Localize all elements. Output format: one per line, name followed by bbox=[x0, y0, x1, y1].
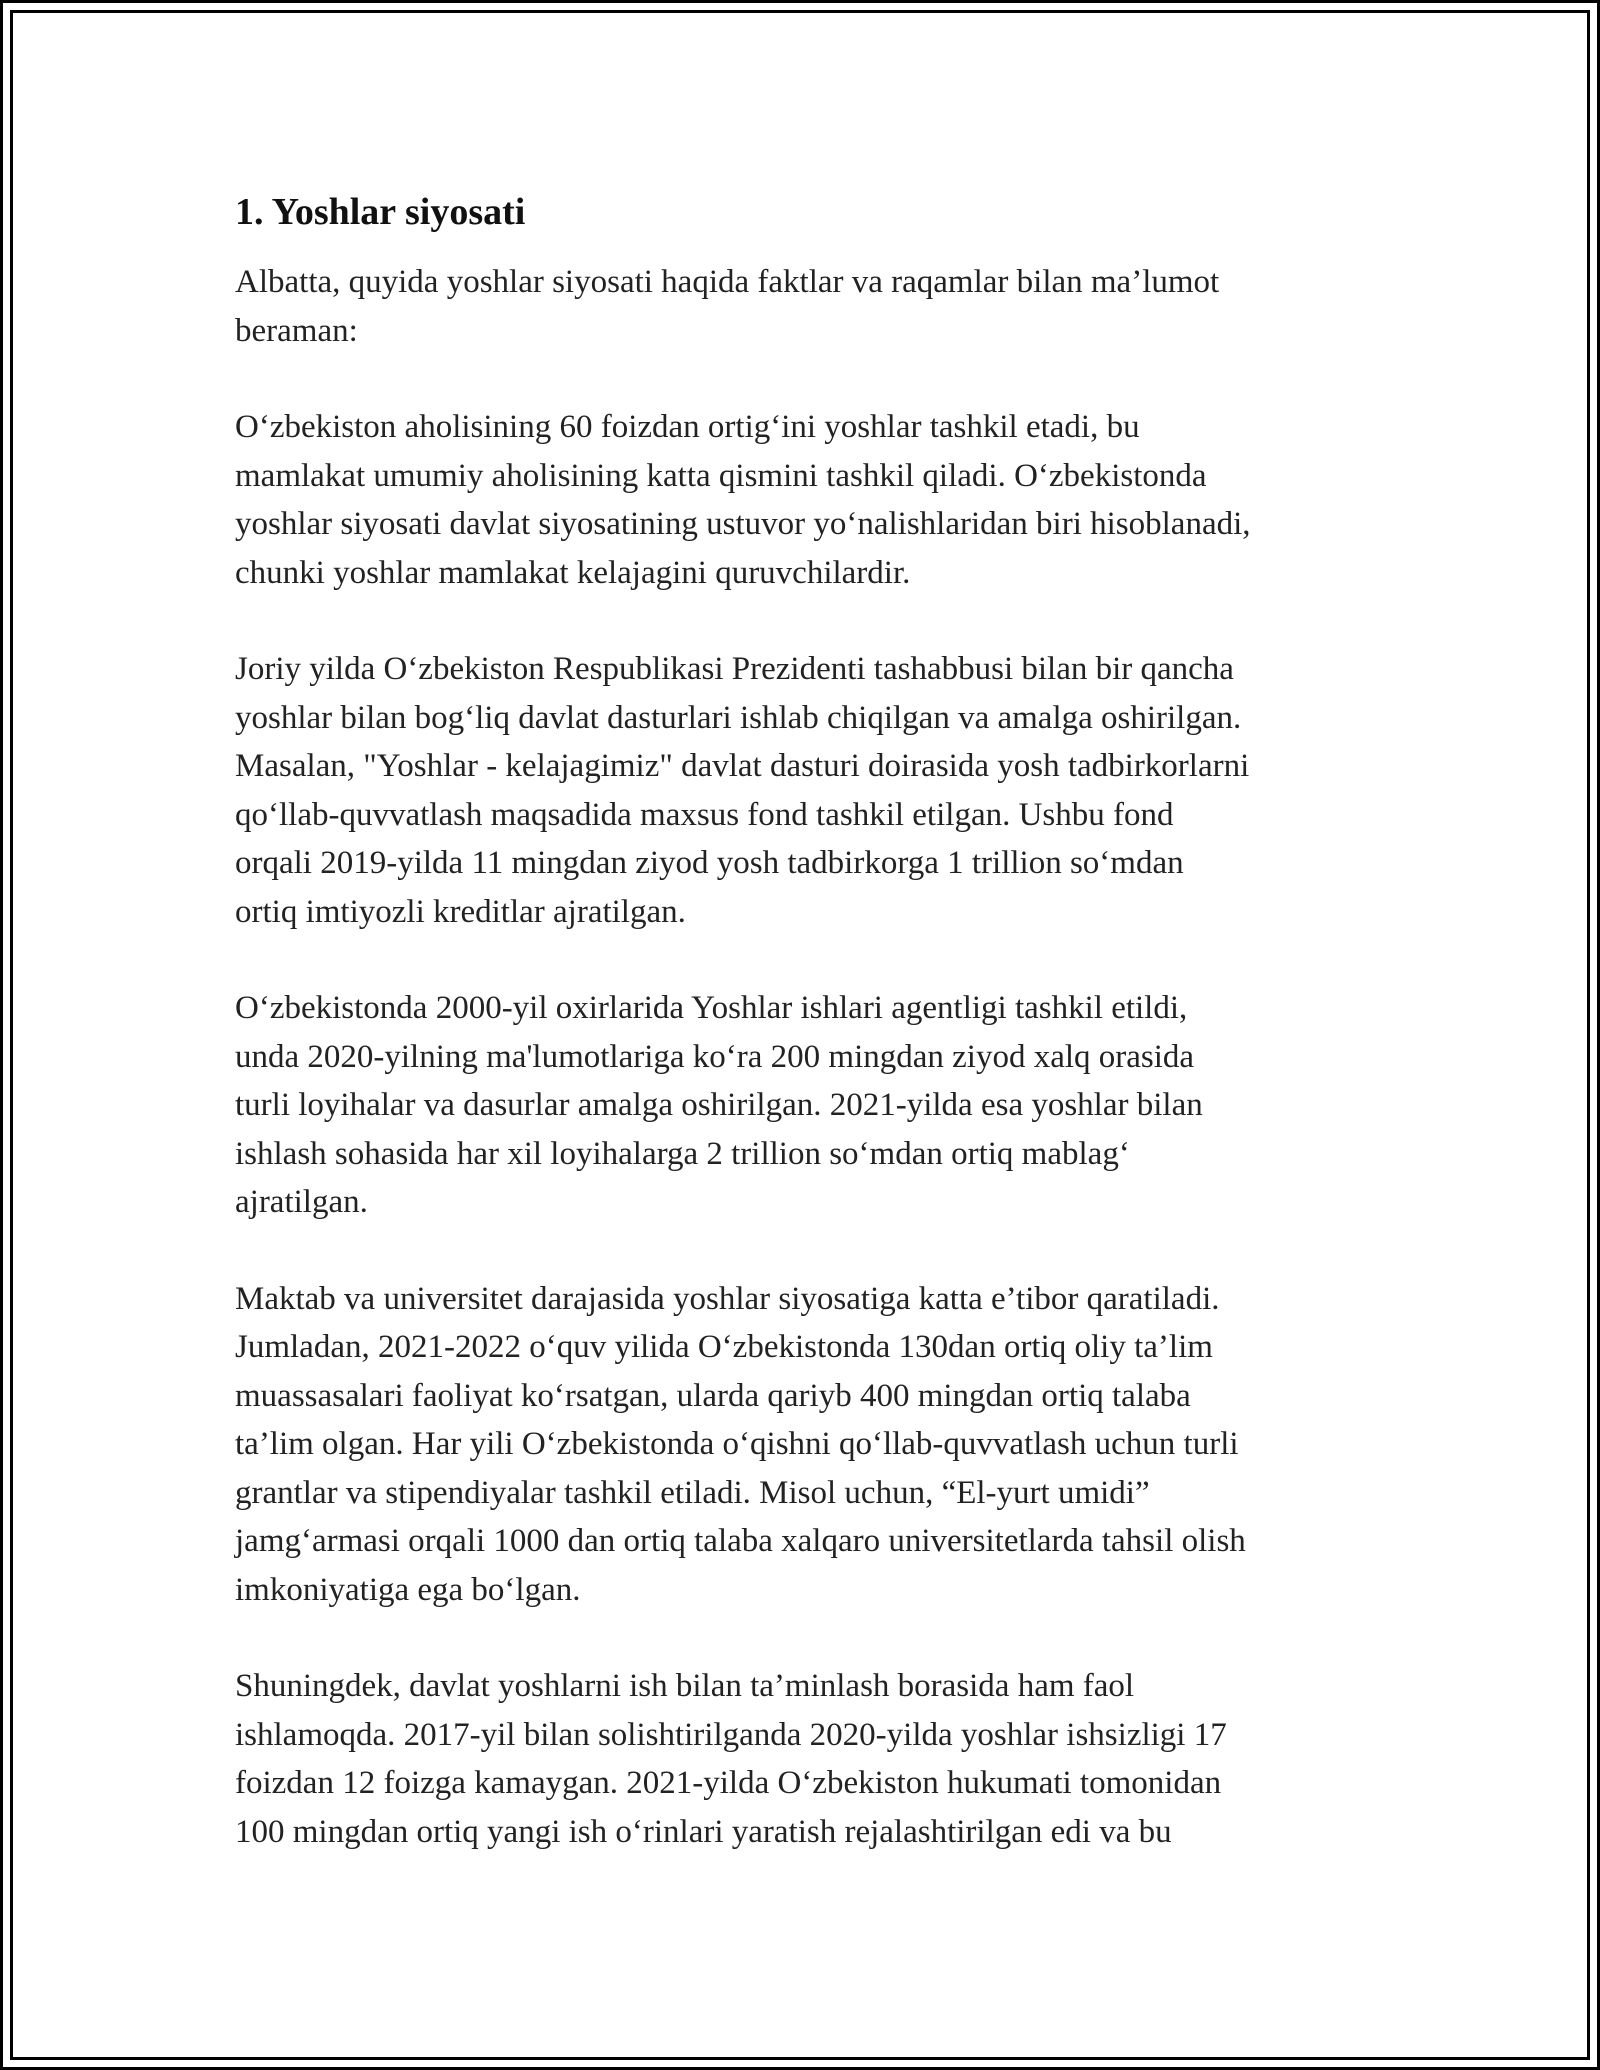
paragraph-line: O‘zbekistonda 2000-yil oxirlarida Yoshlar ishlari agentligi tashkil etildi, bbox=[235, 990, 1188, 1026]
paragraph-line: Joriy yilda O‘zbekiston Respublikasi Prezidenti tashabbusi bilan bir qancha bbox=[235, 651, 1234, 687]
paragraph-line: Maktab va universitet darajasida yoshlar siyosatiga katta e’tibor qaratiladi. bbox=[235, 1280, 1220, 1317]
paragraph-line: grantlar va stipendiyalar tashkil etiladi. Misol uchun, “El-yurt umidi” bbox=[235, 1474, 1150, 1511]
paragraph-line: beraman: bbox=[235, 312, 358, 349]
paragraph-line: ishlash sohasida har xil loyihalarga 2 trillion so‘mdan ortiq mablag‘ bbox=[235, 1135, 1130, 1172]
paragraph-line: O‘zbekiston aholisining 60 foizdan ortig‘ini yoshlar tashkil etadi, bu bbox=[235, 409, 1140, 445]
document-content bbox=[235, 188, 1385, 1904]
section-heading: 1. Yoshlar siyosati bbox=[235, 191, 526, 233]
paragraph-line: chunki yoshlar mamlakat kelajagini quruvchilardir. bbox=[235, 554, 911, 591]
paragraph-line: Shuningdek, davlat yoshlarni ish bilan ta’minlash borasida ham faol bbox=[235, 1668, 1135, 1704]
paragraphs-container bbox=[235, 258, 1385, 1856]
paragraph-line: Jumladan, 2021-2022 o‘quv yilida O‘zbekistonda 130dan ortiq oliy ta’lim bbox=[235, 1329, 1213, 1365]
paragraph-line: mamlakat umumiy aholisining katta qismini tashkil qiladi. O‘zbekistonda bbox=[235, 457, 1207, 494]
paragraph-line: Albatta, quyida yoshlar siyosati haqida faktlar va raqamlar bilan ma’lumot bbox=[235, 264, 1220, 300]
paragraph-line: qo‘llab-quvvatlash maqsadida maxsus fond tashkil etilgan. Ushbu fond bbox=[235, 796, 1174, 833]
paragraph-line: imkoniyatiga ega bo‘lgan. bbox=[235, 1571, 581, 1608]
paragraph-line: turli loyihalar va dasurlar amalga oshirilgan. 2021-yilda esa yoshlar bilan bbox=[235, 1087, 1203, 1123]
paragraph-line: yoshlar bilan bog‘liq davlat dasturlari ishlab chiqilgan va amalga oshirilgan. bbox=[235, 699, 1242, 736]
paragraph-line: unda 2020-yilning ma'lumotlariga ko‘ra 200 mingdan ziyod xalq orasida bbox=[235, 1038, 1195, 1075]
paragraph bbox=[235, 984, 1385, 1227]
paragraph-line: orqali 2019-yilda 11 mingdan ziyod yosh tadbirkorga 1 trillion so‘mdan bbox=[235, 845, 1184, 881]
paragraph-line: 100 mingdan ortiq yangi ish o‘rinlari yaratish rejalashtirilgan edi va bu bbox=[235, 1813, 1172, 1850]
paragraph-line: yoshlar siyosati davlat siyosatining ustuvor yo‘nalishlaridan biri hisoblanadi, bbox=[235, 506, 1251, 542]
paragraph bbox=[235, 403, 1385, 597]
paragraph-line: foizdan 12 foizga kamaygan. 2021-yilda O‘zbekiston hukumati tomonidan bbox=[235, 1765, 1222, 1801]
paragraph bbox=[235, 1662, 1385, 1856]
paragraph-line: ta’lim olgan. Har yili O‘zbekistonda o‘qishni qo‘llab-quvvatlash uchun turli bbox=[235, 1426, 1239, 1462]
paragraph-line: muassasalari faoliyat ko‘rsatgan, ularda qariyb 400 mingdan ortiq talaba bbox=[235, 1377, 1191, 1414]
paragraph-line: jamg‘armasi orqali 1000 dan ortiq talaba xalqaro universitetlarda tahsil olish bbox=[235, 1523, 1246, 1559]
paragraph-line: ajratilgan. bbox=[235, 1184, 368, 1220]
paragraph-line: ortiq imtiyozli kreditlar ajratilgan. bbox=[235, 893, 686, 930]
paragraph bbox=[235, 258, 1385, 355]
paragraph-line: Masalan, "Yoshlar - kelajagimiz" davlat dasturi doirasida yosh tadbirkorlarni bbox=[235, 748, 1250, 784]
paragraph bbox=[235, 645, 1385, 936]
paragraph bbox=[235, 1275, 1385, 1615]
paragraph-line: ishlamoqda. 2017-yil bilan solishtirilganda 2020-yilda yoshlar ishsizligi 17 bbox=[235, 1716, 1227, 1753]
